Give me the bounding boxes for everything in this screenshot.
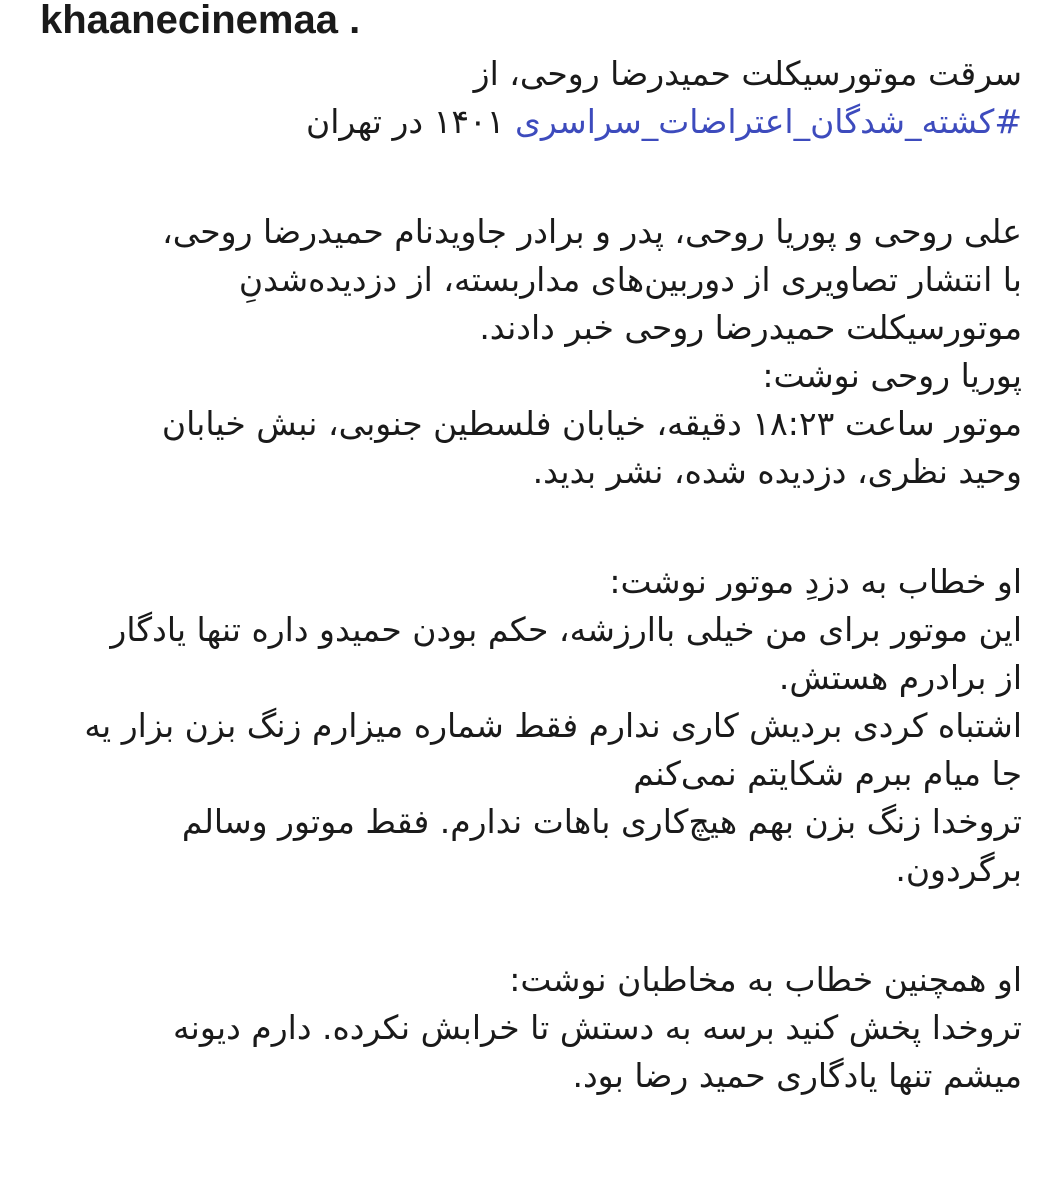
paragraph-gap xyxy=(32,894,1022,956)
paragraph-line: موتورسیکلت حمیدرضا روحی خبر دادند. xyxy=(479,308,1022,347)
paragraph-line: علی روحی و پوریا روحی، پدر و برادر جاویدنام حمیدرضا روحی، xyxy=(162,212,1022,251)
paragraph-line: موتور ساعت ۱۸:۲۳ دقیقه، خیابان فلسطین جنوبی، نبش خیابان xyxy=(161,404,1022,443)
paragraph-line: پوریا روحی نوشت: xyxy=(762,356,1022,395)
hashtag-suffix: ۱۴۰۱ در تهران xyxy=(305,102,516,141)
username[interactable]: khaanecinemaa . xyxy=(40,0,361,42)
paragraph-gap xyxy=(32,146,1022,208)
post-title-line: سرقت موتورسیکلت حمیدرضا روحی، از xyxy=(473,54,1022,93)
paragraph-line: وحید نظری، دزدیده شده، نشر بدید. xyxy=(532,452,1022,491)
paragraph-line: برگردون. xyxy=(895,850,1022,889)
paragraph-line: تروخدا زنگ بزن بهم هیچ‌کاری باهات ندارم. فقط موتور وسالم xyxy=(181,802,1022,841)
paragraph-line: جا میام ببرم شکایتم نمی‌کنم xyxy=(633,754,1022,793)
paragraph-line: با انتشار تصاویری از دوربین‌های مداربسته، از دزدیده‌شدنِ xyxy=(238,260,1022,299)
paragraph-line: این موتور برای من خیلی باارزشه، حکم بودن حمیدو داره تنها یادگار xyxy=(110,610,1022,649)
paragraph-line: اشتباه کردی برديش کاری ندارم فقط شماره میزارم زنگ بزن بزار یه xyxy=(84,706,1022,745)
paragraph-line: میشم تنها یادگاری حمید رضا بود. xyxy=(572,1056,1022,1095)
post-body xyxy=(32,50,1022,1100)
paragraph-line: تروخدا پخش کنید برسه به دستش تا خرابش نکرده. دارم دیونه xyxy=(172,1008,1022,1047)
paragraph-line: او خطاب به دزدِ موتور نوشت: xyxy=(609,562,1022,601)
paragraph-gap xyxy=(32,496,1022,558)
hashtag-link[interactable]: #کشته_شدگان_اعتراضات_سراسری xyxy=(515,102,1022,141)
paragraph-line: او همچنین خطاب به مخاطبان نوشت: xyxy=(509,960,1022,999)
hashtag-line xyxy=(32,98,1022,146)
paragraph-line: از برادرم هستش. xyxy=(778,658,1022,697)
